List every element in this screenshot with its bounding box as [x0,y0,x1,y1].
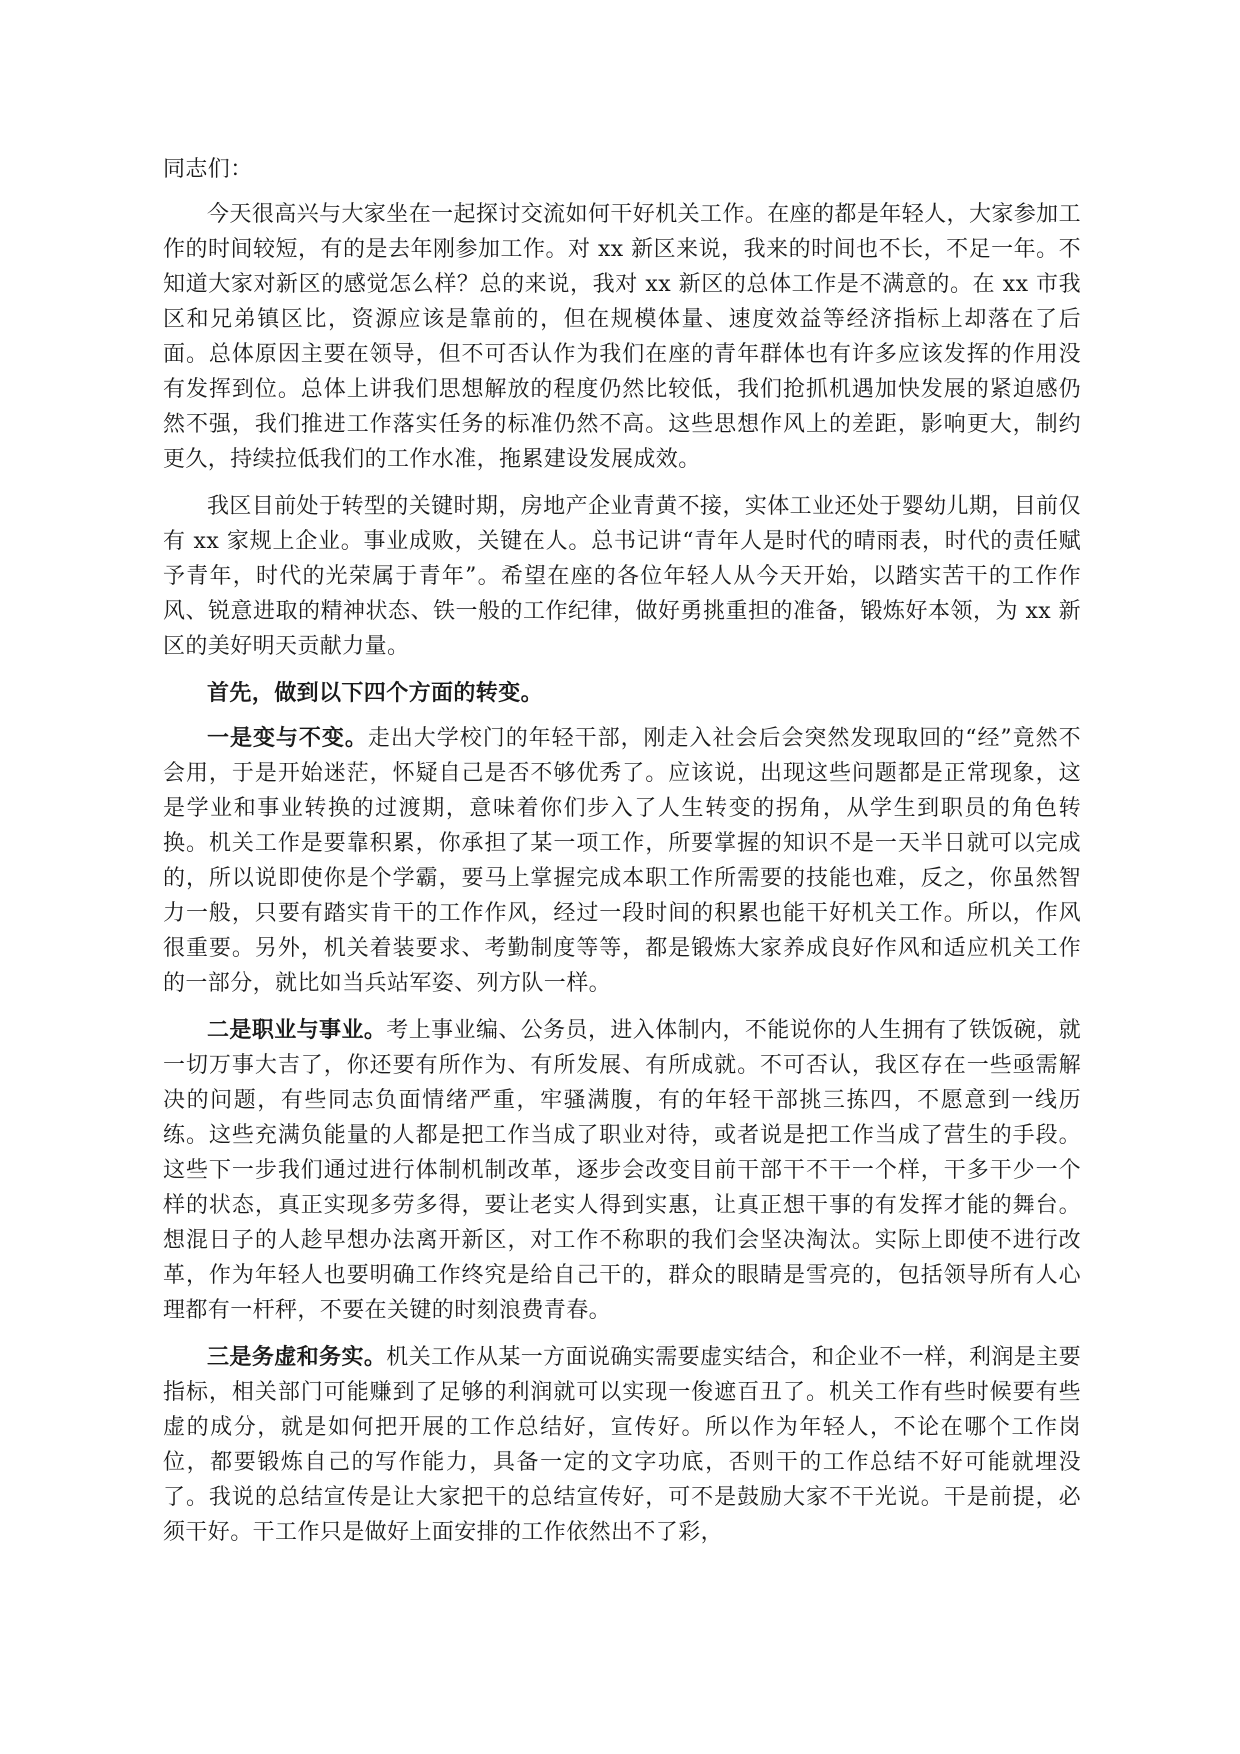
section-paragraph-2 [163,1013,1081,1328]
section-lead-3: 三是务虚和务实。 [207,1344,387,1370]
section-text-2: 考上事业编、公务员，进入体制内，不能说你的人生拥有了铁饭碗，就一切万事大吉了，你还要有所作为、有所发展、有所成就。不可否认，我区存在一些亟需解决的问题，有些同志负面情绪严重，牢骚满腹，有的年轻干部挑三拣四，不愿意到一线历练。这些充满负能量的人都是把工作当成了职业对待，或者说是把工作当成了营生的手段。这些下一步我们通过进行体制机制改革，逐步会改变目前干部干不干一个样，干多干少一个样的状态，真正实现多劳多得，要让老实人得到实惠，让真正想干事的有发挥才能的舞台。想混日子的人趁早想办法离开新区，对工作不称职的我们会坚决淘汰。实际上即使不进行改革，作为年轻人也要明确工作终究是给自己干的，群众的眼睛是雪亮的，包括领导所有人心理都有一杆秤，不要在关键的时刻浪费青春。 [163,1018,1082,1323]
paragraph-context: 我区目前处于转型的关键时期，房地产企业青黄不接，实体工业还处于婴幼儿期，目前仅有 xx 家规上企业。事业成败，关键在人。总书记讲“青年人是时代的晴雨表，时代的责任赋予青年，时代的光荣属于青年”。希望在座的各位年轻人从今天开始，以踏实苦干的工作作风、锐意进取的精神状态、铁一般的工作纪律，做好勇挑重担的准备，锻炼好本领，为 xx 新区的美好明天贡献力量。 [163,494,1081,659]
section-text-1: 走出大学校门的年轻干部，刚走入社会后会突然发现取回的“经”竟然不会用，于是开始迷茫，怀疑自己是否不够优秀了。应该说，出现这些问题都是正常现象，这是学业和事业转换的过渡期，意味着你们步入了人生转变的拐角，从学生到职员的角色转换。机关工作是要靠积累，你承担了某一项工作，所要掌握的知识不是一天半日就可以完成的，所以说即使你是个学霸，要马上掌握完成本职工作所需要的技能也难，反之，你虽然智力一般，只要有踏实肯干的工作作风，经过一段时间的积累也能干好机关工作。所以，作风很重要。另外，机关着装要求、考勤制度等等，都是锻炼大家养成良好作风和适应机关工作的一部分，就比如当兵站军姿、列方队一样。 [163,726,1081,996]
section-heading: 首先，做到以下四个方面的转变。 [207,680,544,706]
section-paragraph-1 [163,721,1081,1001]
section-paragraph-3 [163,1340,1081,1550]
paragraph-intro: 今天很高兴与大家坐在一起探讨交流如何干好机关工作。在座的都是年轻人，大家参加工作的时间较短，有的是去年刚参加工作。对 xx 新区来说，我来的时间也不长，不足一年。不知道大家对新区的感觉怎么样？总的来说，我对 xx 新区的总体工作是不满意的。在 xx 市我区和兄弟镇区比，资源应该是靠前的，但在规模体量、速度效益等经济指标上却落在了后面。总体原因主要在领导，但不可否认作为我们在座的青年群体也有许多应该发挥的作用没有发挥到位。总体上讲我们思想解放的程度仍然比较低，我们抢抓机遇加快发展的紧迫感仍然不强，我们推进工作落实任务的标准仍然不高。这些思想作风上的差距，影响更大，制约更久，持续拉低我们的工作水准，拖累建设发展成效。 [163,202,1081,472]
document-body [163,152,1081,1562]
salutation: 同志们： [163,157,253,182]
section-lead-2: 二是职业与事业。 [207,1017,387,1043]
section-text-3: 机关工作从某一方面说确实需要虚实结合，和企业不一样，利润是主要指标，相关部门可能赚到了足够的利润就可以实现一俊遮百丑了。机关工作有些时候要有些虚的成分，就是如何把开展的工作总结好，宣传好。所以作为年轻人，不论在哪个工作岗位，都要锻炼自己的写作能力，具备一定的文字功底，否则干的工作总结不好可能就埋没了。我说的总结宣传是让大家把干的总结宣传好，可不是鼓励大家不干光说。干是前提，必须干好。干工作只是做好上面安排的工作依然出不了彩， [163,1345,1082,1545]
section-lead-1: 一是变与不变。 [207,725,368,751]
